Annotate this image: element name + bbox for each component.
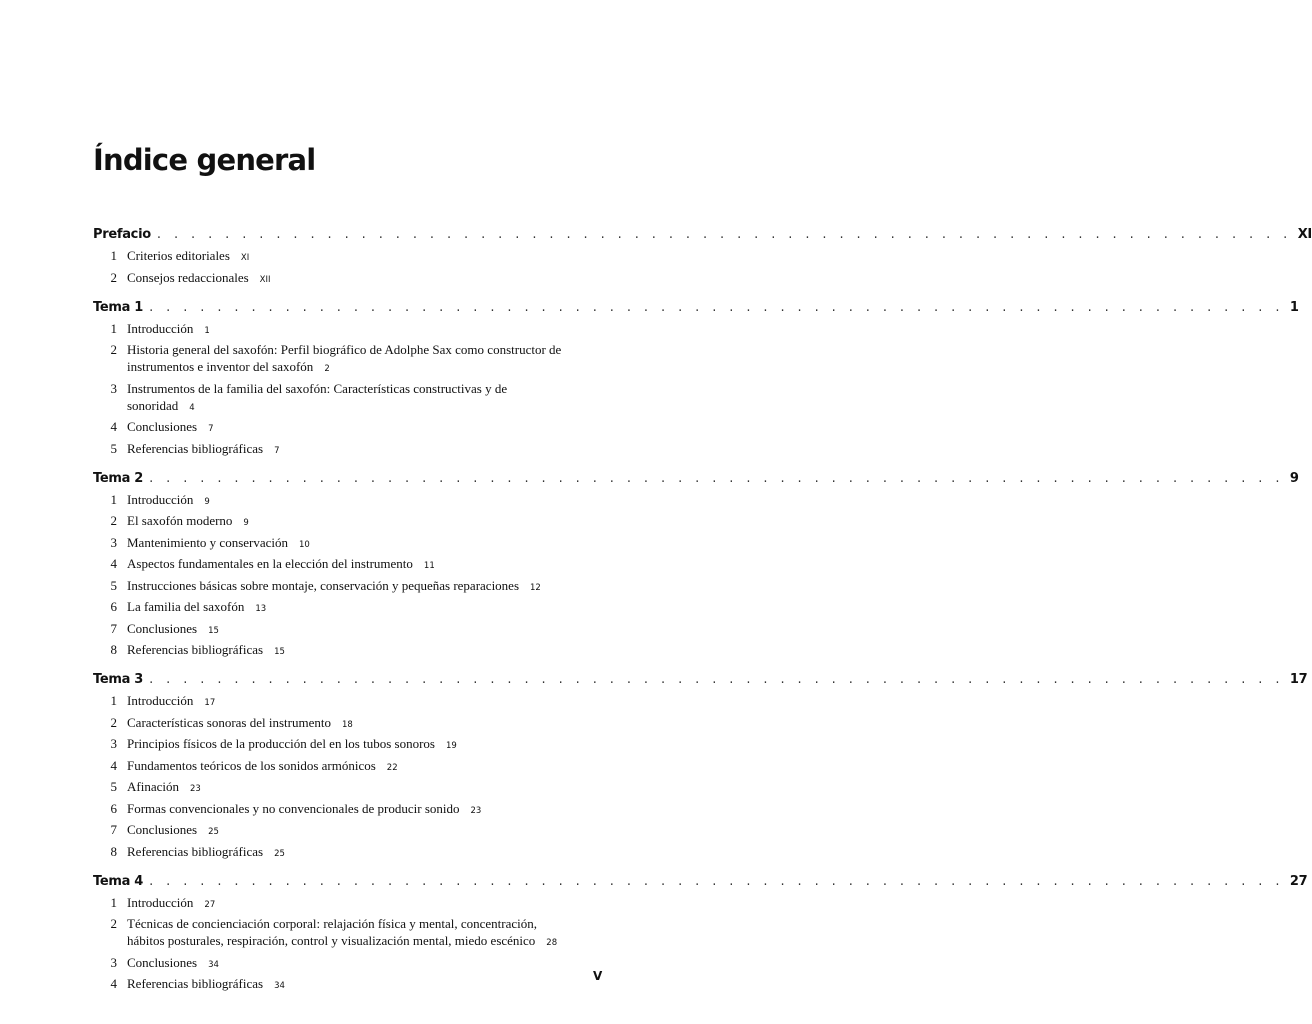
entry-number: 3 xyxy=(110,736,117,751)
entry-title: Introducción xyxy=(127,693,194,708)
toc-entry[interactable] xyxy=(93,778,603,798)
entry-title: Fundamentos teóricos de los sonidos armónicos xyxy=(127,757,376,773)
toc-entry[interactable] xyxy=(93,620,603,640)
entry-page-number: 7 xyxy=(274,445,280,456)
entry-title: La familia del saxofón xyxy=(127,599,245,614)
entry-page-number: 2 xyxy=(324,364,330,374)
toc-entry[interactable] xyxy=(93,269,603,289)
entry-title: Afinación xyxy=(127,779,179,794)
toc-entry[interactable] xyxy=(93,821,603,841)
entry-page-number: 17 xyxy=(204,698,216,708)
entry-title: Introducción xyxy=(127,320,194,336)
entry-page-number: 28 xyxy=(546,938,558,948)
entry-page-number: XI xyxy=(240,253,250,263)
entry-title: Formas convencionales y no convencionales de producir sonido xyxy=(127,800,460,816)
section-title: Tema 1 xyxy=(93,299,144,315)
entry-title: Conclusiones xyxy=(127,419,198,434)
entry-page-number: 1 xyxy=(204,325,210,336)
entry-page-number: 25 xyxy=(274,848,285,859)
entry-title: Historia general del saxofón: Perfil biográfico de Adolphe Sax como constructor de instrumentos e inventor del saxofón xyxy=(127,342,562,374)
entry-number: 2 xyxy=(110,714,117,730)
dot-leader: . . . . . . . . . . . . . . . . . . . . . . . . . . . . . . . . . . . . . . . . . . . . . . . . . . . . . . . . . . . . . . . . . . . xyxy=(156,227,1292,242)
entry-title: Aspectos fundamentales en la elección del instrumento xyxy=(127,556,413,571)
section-heading[interactable] xyxy=(93,470,1299,490)
toc-entry[interactable] xyxy=(93,735,603,755)
toc-entry[interactable] xyxy=(93,975,603,995)
dot-leader: . . . . . . . . . . . . . . . . . . . . . . . . . . . . . . . . . . . . . . . . . . . . . . . . . . . . . . . . . . . . . . . . . . . xyxy=(149,672,1284,687)
section-page-number: 9 xyxy=(1289,470,1299,486)
section-title: Tema 3 xyxy=(93,672,144,687)
entry-page-number: 18 xyxy=(341,719,353,730)
entry-number: 6 xyxy=(110,599,117,614)
entry-page-number: 4 xyxy=(189,402,195,413)
entry-title: Referencias bibliográficas xyxy=(127,440,264,456)
entry-page-number: 15 xyxy=(274,647,285,657)
entry-title: Conclusiones xyxy=(127,822,198,837)
entry-title: Principios físicos de la producción del en los tubos sonoros xyxy=(127,736,435,751)
entry-title: Referencias bibliográficas xyxy=(127,976,264,991)
entry-number: 2 xyxy=(110,269,117,285)
entry-page-number: 15 xyxy=(208,625,219,636)
entry-number: 3 xyxy=(110,954,117,970)
toc-section xyxy=(93,227,1312,289)
entry-number: 3 xyxy=(110,380,117,396)
entry-title: Mantenimiento y conservación xyxy=(127,534,289,550)
section-page-number: 27 xyxy=(1289,873,1308,889)
section-title: Prefacio xyxy=(93,227,151,242)
section-heading[interactable] xyxy=(93,299,1299,319)
entry-number: 1 xyxy=(110,693,117,708)
entry-page-number: 23 xyxy=(470,805,482,816)
entry-number: 8 xyxy=(110,843,117,859)
entry-page-number: 19 xyxy=(446,741,457,751)
entry-number: 1 xyxy=(110,248,117,263)
entry-number: 5 xyxy=(110,779,117,794)
section-title: Tema 2 xyxy=(93,470,144,486)
entry-number: 1 xyxy=(110,894,117,910)
entry-number: 6 xyxy=(110,800,117,816)
toc-section xyxy=(93,672,1308,863)
toc-entry[interactable] xyxy=(93,954,603,974)
page-number: V xyxy=(593,969,603,983)
toc-entry[interactable] xyxy=(93,380,603,417)
entry-title: Instrumentos de la familia del saxofón: Características constructivas y de sonoridad xyxy=(127,380,508,413)
entry-number: 1 xyxy=(110,320,117,336)
entry-number: 4 xyxy=(110,757,117,773)
toc-section xyxy=(93,470,1299,662)
entry-title: Características sonoras del instrumento xyxy=(127,714,331,730)
section-heading[interactable] xyxy=(93,672,1308,691)
toc-entry[interactable] xyxy=(93,714,603,734)
toc-entry[interactable] xyxy=(93,418,603,438)
entry-title: Conclusiones xyxy=(127,620,198,636)
dot-leader: . . . . . . . . . . . . . . . . . . . . . . . . . . . . . . . . . . . . . . . . . . . . . . . . . . . . . . . . . . . . . . . . . . . xyxy=(149,470,1284,486)
section-page-number: 1 xyxy=(1289,299,1299,315)
toc-entry[interactable] xyxy=(93,341,603,378)
entry-page-number: 25 xyxy=(208,827,219,837)
dot-leader: . . . . . . . . . . . . . . . . . . . . . . . . . . . . . . . . . . . . . . . . . . . . . . . . . . . . . . . . . . . . . . . . . . . xyxy=(149,299,1284,315)
entry-number: 2 xyxy=(110,916,117,931)
entry-number: 4 xyxy=(110,419,117,434)
entry-page-number: 13 xyxy=(255,604,267,614)
entry-title: Instrucciones básicas sobre montaje, conservación y pequeñas reparaciones xyxy=(127,577,520,593)
entry-page-number: 23 xyxy=(189,784,201,794)
section-heading[interactable] xyxy=(93,227,1312,246)
entry-page-number: 34 xyxy=(274,981,285,991)
table-of-contents xyxy=(93,227,1312,1006)
toc-entry[interactable] xyxy=(93,577,603,597)
section-heading[interactable] xyxy=(93,873,1308,893)
entry-page-number: 27 xyxy=(204,899,216,910)
entry-number: 7 xyxy=(110,620,117,636)
toc-entry[interactable] xyxy=(93,692,603,712)
section-page-number: 17 xyxy=(1289,672,1308,687)
toc-entry[interactable] xyxy=(93,440,603,460)
entry-page-number: XII xyxy=(259,274,271,285)
toc-entry[interactable] xyxy=(93,247,603,267)
toc-entry[interactable] xyxy=(93,512,603,532)
dot-leader: . . . . . . . . . . . . . . . . . . . . . . . . . . . . . . . . . . . . . . . . . . . . . . . . . . . . . . . . . . . . . . . . . . . xyxy=(149,873,1284,889)
toc-entry[interactable] xyxy=(93,800,603,820)
entry-page-number: 10 xyxy=(299,539,310,550)
entry-page-number: 34 xyxy=(208,959,219,970)
section-title: Tema 4 xyxy=(93,873,144,889)
toc-section xyxy=(93,299,1299,460)
entry-page-number: 9 xyxy=(204,496,210,507)
page-title: Índice general xyxy=(93,143,316,177)
toc-entry[interactable] xyxy=(93,915,603,952)
entry-number: 5 xyxy=(110,577,117,593)
entry-number: 2 xyxy=(110,342,117,357)
entry-number: 8 xyxy=(110,642,117,657)
entry-page-number: 12 xyxy=(530,582,541,593)
entry-number: 2 xyxy=(110,513,117,528)
toc-entry[interactable] xyxy=(93,534,603,554)
entry-title: El saxofón moderno xyxy=(127,513,233,528)
toc-section xyxy=(93,873,1308,996)
entry-title: Conclusiones xyxy=(127,954,198,970)
entry-number: 1 xyxy=(110,491,117,507)
toc-entry[interactable] xyxy=(93,491,603,511)
entry-page-number: 11 xyxy=(423,561,435,571)
entry-page-number: 22 xyxy=(386,762,398,773)
section-page-number: XI xyxy=(1297,227,1312,242)
entry-title: Técnicas de concienciación corporal: relajación física y mental, concentración, hábitos posturales, respiración, control y visualización mental, miedo escénico xyxy=(127,916,538,948)
entry-title: Referencias bibliográficas xyxy=(127,843,264,859)
entry-number: 5 xyxy=(110,440,117,456)
toc-entry[interactable] xyxy=(93,641,603,661)
entry-title: Referencias bibliográficas xyxy=(127,642,264,657)
entry-page-number: 7 xyxy=(208,424,214,434)
toc-entry[interactable] xyxy=(93,555,603,575)
toc-entry[interactable] xyxy=(93,757,603,777)
entry-number: 4 xyxy=(110,976,117,991)
entry-number: 4 xyxy=(110,556,117,571)
entry-number: 7 xyxy=(110,822,117,837)
entry-title: Introducción xyxy=(127,491,194,507)
entry-page-number: 9 xyxy=(243,518,249,528)
entry-title: Introducción xyxy=(127,894,194,910)
entry-title: Consejos redaccionales xyxy=(127,269,249,285)
toc-entry[interactable] xyxy=(93,598,603,618)
toc-entry[interactable] xyxy=(93,320,603,340)
toc-entry[interactable] xyxy=(93,894,603,914)
entry-title: Criterios editoriales xyxy=(127,248,230,263)
toc-entry[interactable] xyxy=(93,843,603,863)
entry-number: 3 xyxy=(110,534,117,550)
